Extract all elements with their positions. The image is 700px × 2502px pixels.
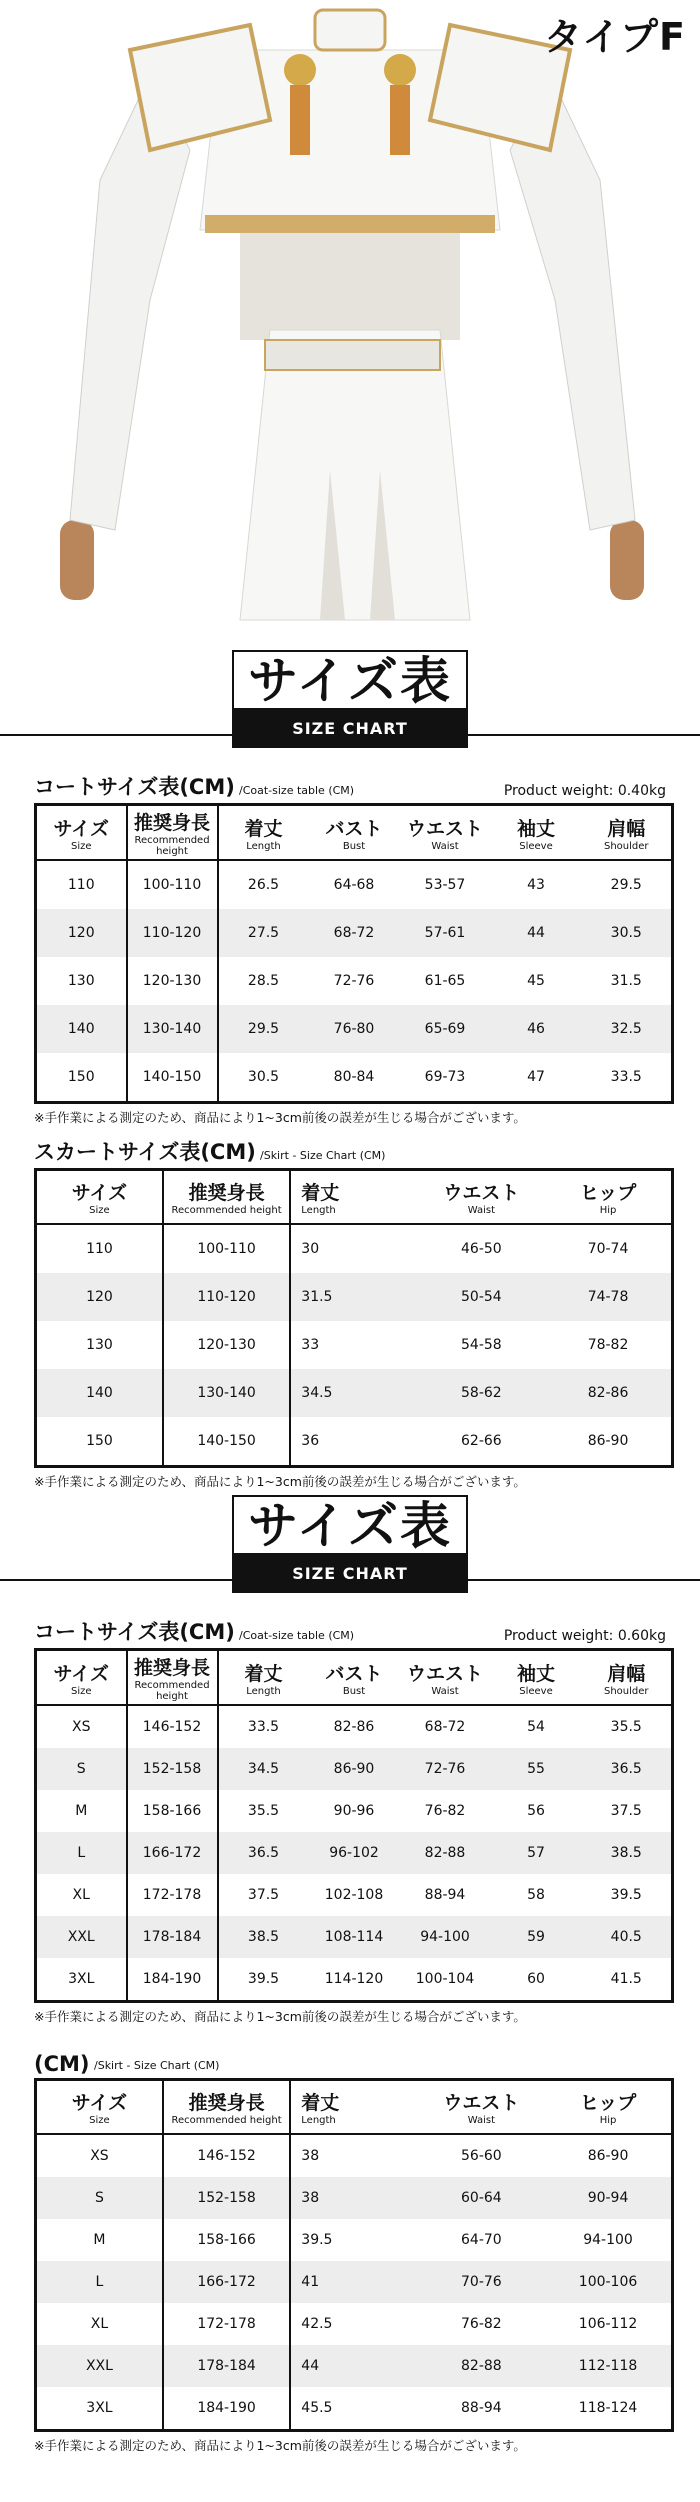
table-header-row <box>36 2080 673 2135</box>
column-header-jp: 着丈 <box>301 2092 340 2114</box>
table-cell: 110-120 <box>163 1273 290 1321</box>
table-cell: 31.5 <box>290 1273 417 1321</box>
product-weight: Product weight: 0.40kg <box>503 783 666 799</box>
column-header-en: Size <box>89 2115 110 2126</box>
table-cell: 30.5 <box>582 909 673 957</box>
table-cell: 110 <box>36 1224 163 1273</box>
table-row <box>36 1874 673 1916</box>
table-cell: 184-190 <box>163 2387 290 2431</box>
table-cell: XS <box>36 2134 163 2177</box>
table-row <box>36 2387 673 2431</box>
table-row <box>36 2303 673 2345</box>
column-header-jp: 袖丈 <box>516 817 555 840</box>
column-header-en: Recommended height <box>171 1205 282 1216</box>
column-header-en: Sleeve <box>519 1685 553 1697</box>
table-row <box>36 1224 673 1273</box>
table-cell: 110 <box>36 860 127 909</box>
table-cell: 166-172 <box>163 2261 290 2303</box>
table-cell: 172-178 <box>163 2303 290 2345</box>
table-cell: 34.5 <box>218 1748 309 1790</box>
table-cell: 39.5 <box>301 2232 333 2248</box>
column-header-en: Length <box>246 840 281 852</box>
table-cell: 26.5 <box>247 877 280 893</box>
table-cell: XXL <box>36 1916 127 1958</box>
table-cell: 65-69 <box>400 1005 491 1053</box>
table-cell: 41 <box>290 2261 417 2303</box>
table-cell: 130-140 <box>127 1005 218 1053</box>
column-header-jp: ウエスト <box>443 2092 520 2114</box>
table-cell: 45 <box>527 973 545 989</box>
table-cell: 82-86 <box>545 1369 672 1417</box>
size-table <box>34 1648 674 2003</box>
table-cell: 120 <box>36 909 127 957</box>
table-title-row <box>34 775 674 803</box>
column-header-en: Length <box>246 1685 281 1697</box>
column-header <box>418 2080 545 2135</box>
column-header-jp: 推奨身長 <box>133 812 210 834</box>
table-title: コートサイズ表(CM) <box>34 1620 235 1644</box>
table-cell: 82-88 <box>400 1832 491 1874</box>
column-header-jp: サイズ <box>53 1662 109 1685</box>
column-header-jp: 肩幅 <box>607 817 646 840</box>
table-cell: 46 <box>491 1005 582 1053</box>
table-cell: 152-158 <box>163 2177 290 2219</box>
column-header-en: Size <box>70 1685 92 1697</box>
table-cell: 39.5 <box>247 1971 280 1987</box>
table-cell: 33.5 <box>610 1069 642 1085</box>
table-cell: 64-70 <box>461 2232 502 2248</box>
table-row <box>36 1369 673 1417</box>
table-cell: 100-110 <box>163 1224 290 1273</box>
table-cell: 41.5 <box>610 1971 642 1987</box>
column-header-jp: ウエスト <box>406 817 483 840</box>
table-row <box>36 1958 673 2002</box>
table-cell: L <box>36 1832 127 1874</box>
column-header <box>418 1170 545 1225</box>
table-cell: 118-124 <box>578 2400 638 2416</box>
table-row <box>36 2345 673 2387</box>
table-cell: 130 <box>36 957 127 1005</box>
table-row <box>36 1321 673 1369</box>
column-header-jp: ヒップ <box>579 1182 637 1204</box>
table-cell: 72-76 <box>400 1748 491 1790</box>
product-photo <box>0 0 700 640</box>
table-cell: XS <box>36 1705 127 1748</box>
table-cell: 86-90 <box>587 2148 629 2164</box>
table-cell: 47 <box>527 1069 545 1085</box>
table-cell: 56-60 <box>461 2148 502 2164</box>
column-header-en: Shoulder <box>603 1685 649 1697</box>
table-cell: 96-102 <box>309 1832 400 1874</box>
column-header <box>491 1650 582 1706</box>
table-row <box>36 2134 673 2177</box>
table-row <box>36 1916 673 1958</box>
table-cell: 57 <box>491 1832 582 1874</box>
column-header-en: Recommended height <box>134 835 210 857</box>
table-cell: 3XL <box>36 2387 163 2431</box>
table-cell: 120-130 <box>163 1321 290 1369</box>
measurement-note: ※手作業による測定のため、商品により1~3cm前後の誤差が生じる場合がございます。 <box>34 1110 526 1125</box>
table-row <box>36 1832 673 1874</box>
table-cell: 88-94 <box>424 1887 466 1903</box>
coat-size-table-adult <box>34 1620 674 2025</box>
table-cell: 86-90 <box>587 1433 629 1449</box>
table-cell: S <box>36 2177 163 2219</box>
column-header-en: Waist <box>431 1685 459 1697</box>
table-cell: 44 <box>290 2345 417 2387</box>
table-title: コートサイズ表(CM) <box>34 775 235 799</box>
table-cell: L <box>36 2261 163 2303</box>
table-cell: 29.5 <box>610 877 642 893</box>
table-cell: 74-78 <box>545 1273 672 1321</box>
column-header <box>400 1650 491 1706</box>
table-cell: 30 <box>301 1241 320 1257</box>
table-cell: 35.5 <box>610 1719 642 1735</box>
table-header-row <box>36 1650 673 1706</box>
column-header-en: Recommended height <box>134 1680 210 1702</box>
table-cell: 54-58 <box>461 1337 502 1353</box>
table-cell: 184-190 <box>127 1958 218 2002</box>
table-subtitle: /Coat-size table (CM) <box>239 784 355 797</box>
column-header-en: Waist <box>467 1205 496 1216</box>
column-header <box>309 1650 400 1706</box>
size-table <box>34 2078 674 2432</box>
table-subtitle: /Coat-size table (CM) <box>239 1629 355 1642</box>
table-subtitle: /Skirt - Size Chart (CM) <box>94 2059 220 2072</box>
table-title-row <box>34 1620 674 1648</box>
table-header-row <box>36 805 673 861</box>
column-header-en: Bust <box>342 1685 366 1697</box>
table-cell: S <box>36 1748 127 1790</box>
column-header-jp: 推奨身長 <box>188 1182 265 1204</box>
table-cell: 30.5 <box>247 1069 280 1085</box>
measurement-note: ※手作業による測定のため、商品により1~3cm前後の誤差が生じる場合がございます。 <box>34 1474 526 1489</box>
table-cell: 152-158 <box>127 1748 218 1790</box>
size-chart-title: サイズ表 <box>232 1495 468 1555</box>
table-cell: 35.5 <box>247 1803 280 1819</box>
table-cell: 100-104 <box>415 1971 475 1987</box>
table-cell: 42.5 <box>301 2316 333 2332</box>
table-cell: 130 <box>36 1321 163 1369</box>
table-cell: 33 <box>301 1337 320 1353</box>
skirt-size-table-adult <box>34 2050 674 2454</box>
table-cell: 34.5 <box>290 1369 417 1417</box>
column-header <box>582 805 673 861</box>
table-cell: 54 <box>527 1719 545 1735</box>
column-header-jp: 袖丈 <box>516 1662 555 1685</box>
table-row <box>36 1273 673 1321</box>
column-header-jp: ヒップ <box>579 2092 637 2114</box>
table-cell: 158-166 <box>127 1790 218 1832</box>
table-cell: 37.5 <box>247 1887 280 1903</box>
table-cell: 120 <box>36 1273 163 1321</box>
table-cell: 70-74 <box>587 1241 629 1257</box>
table-cell: 28.5 <box>247 973 280 989</box>
column-header <box>36 1170 163 1225</box>
table-cell: 94-100 <box>400 1916 491 1958</box>
table-cell: 76-82 <box>424 1803 466 1819</box>
column-header-en: Size <box>89 1205 110 1216</box>
measurement-note: ※手作業による測定のため、商品により1~3cm前後の誤差が生じる場合がございます。 <box>34 2438 526 2453</box>
column-header <box>36 1650 127 1706</box>
table-row <box>36 2261 673 2303</box>
table-cell: 31.5 <box>610 973 642 989</box>
column-header-jp: 推奨身長 <box>133 1657 210 1679</box>
table-cell: 108-114 <box>309 1916 400 1958</box>
column-header-jp: 推奨身長 <box>188 2092 265 2114</box>
table-cell: 59 <box>491 1916 582 1958</box>
table-cell: 32.5 <box>582 1005 673 1053</box>
column-header-en: Waist <box>467 2115 496 2126</box>
size-chart-subtitle: SIZE CHART <box>232 1555 468 1593</box>
table-row <box>36 909 673 957</box>
column-header <box>127 1650 218 1706</box>
table-cell: 43 <box>527 877 545 893</box>
table-title: (CM) <box>34 2052 90 2076</box>
table-row <box>36 860 673 909</box>
table-cell: 140-150 <box>127 1053 218 1103</box>
column-header-en: Length <box>301 1205 336 1216</box>
table-cell: XXL <box>36 2345 163 2387</box>
table-cell: 40.5 <box>582 1916 673 1958</box>
table-cell: 69-73 <box>424 1069 466 1085</box>
table-cell: 46-50 <box>461 1241 502 1257</box>
table-cell: 36.5 <box>218 1832 309 1874</box>
table-cell: 29.5 <box>218 1005 309 1053</box>
column-header <box>400 805 491 861</box>
column-header <box>163 2080 290 2135</box>
table-cell: XL <box>36 2303 163 2345</box>
table-cell: 45.5 <box>301 2400 333 2416</box>
column-header-jp: 着丈 <box>244 1662 283 1685</box>
table-cell: 150 <box>36 1053 127 1103</box>
table-cell: 114-120 <box>324 1971 384 1987</box>
table-cell: 39.5 <box>610 1887 642 1903</box>
table-row <box>36 1748 673 1790</box>
table-header-row <box>36 1170 673 1225</box>
table-cell: 80-84 <box>333 1069 375 1085</box>
column-header-jp: ウエスト <box>406 1662 483 1685</box>
table-row <box>36 2177 673 2219</box>
column-header-jp: バスト <box>325 817 383 840</box>
table-row <box>36 957 673 1005</box>
table-row <box>36 1790 673 1832</box>
table-cell: 76-80 <box>309 1005 400 1053</box>
table-row <box>36 2219 673 2261</box>
table-cell: 146-152 <box>127 1705 218 1748</box>
column-header <box>290 2080 417 2135</box>
table-cell: 50-54 <box>418 1273 545 1321</box>
table-cell: 146-152 <box>163 2134 290 2177</box>
table-row <box>36 1005 673 1053</box>
size-chart-header <box>0 650 700 760</box>
table-cell: 68-72 <box>424 1719 466 1735</box>
table-cell: 158-166 <box>163 2219 290 2261</box>
size-table <box>34 1168 674 1468</box>
table-cell: 44 <box>491 909 582 957</box>
column-header-jp: バスト <box>325 1662 383 1685</box>
table-cell: 90-96 <box>333 1803 375 1819</box>
type-label: タイプF <box>543 15 686 59</box>
table-row <box>36 1053 673 1103</box>
column-header <box>545 2080 672 2135</box>
table-title: スカートサイズ表(CM) <box>34 1140 256 1164</box>
column-header-en: Bust <box>342 840 366 852</box>
column-header-jp: 着丈 <box>301 1182 340 1204</box>
table-cell: 172-178 <box>127 1874 218 1916</box>
column-header <box>582 1650 673 1706</box>
column-header-jp: 着丈 <box>244 817 283 840</box>
column-header-en: Recommended height <box>171 2115 282 2126</box>
product-weight: Product weight: 0.60kg <box>503 1628 666 1644</box>
table-cell: 64-68 <box>333 877 375 893</box>
table-cell: 38.5 <box>582 1832 673 1874</box>
table-subtitle: /Skirt - Size Chart (CM) <box>260 1149 386 1162</box>
table-cell: 27.5 <box>218 909 309 957</box>
table-cell: 60 <box>527 1971 545 1987</box>
column-header-jp: サイズ <box>53 817 109 840</box>
size-table <box>34 803 674 1104</box>
table-cell: 112-118 <box>545 2345 672 2387</box>
column-header-en: Sleeve <box>519 840 553 852</box>
table-cell: 82-88 <box>418 2345 545 2387</box>
column-header <box>36 2080 163 2135</box>
table-cell: 36 <box>301 1433 320 1449</box>
table-cell: 88-94 <box>461 2400 502 2416</box>
skirt-size-table-kids <box>34 1140 674 1490</box>
table-cell: 38 <box>290 2177 417 2219</box>
table-cell: 166-172 <box>127 1832 218 1874</box>
column-header <box>309 805 400 861</box>
table-cell: 56 <box>527 1803 545 1819</box>
measurement-note: ※手作業による測定のため、商品により1~3cm前後の誤差が生じる場合がございます。 <box>34 2009 526 2024</box>
column-header <box>218 1650 309 1706</box>
table-row <box>36 1417 673 1467</box>
column-header <box>491 805 582 861</box>
table-cell: 38.5 <box>218 1916 309 1958</box>
table-cell: 76-82 <box>461 2316 502 2332</box>
table-cell: 178-184 <box>127 1916 218 1958</box>
table-cell: 3XL <box>36 1958 127 2002</box>
table-cell: 120-130 <box>127 957 218 1005</box>
table-cell: 60-64 <box>418 2177 545 2219</box>
table-cell: 53-57 <box>424 877 466 893</box>
table-cell: XL <box>36 1874 127 1916</box>
table-row <box>36 1705 673 1748</box>
table-cell: 62-66 <box>461 1433 502 1449</box>
column-header-jp: 肩幅 <box>607 1662 646 1685</box>
table-title-row <box>34 2050 674 2078</box>
table-title-row <box>34 1140 674 1168</box>
table-cell: 100-106 <box>545 2261 672 2303</box>
table-cell: 58 <box>527 1887 545 1903</box>
column-header <box>290 1170 417 1225</box>
table-cell: 102-108 <box>324 1887 384 1903</box>
column-header-en: Waist <box>431 840 459 852</box>
column-header-jp: サイズ <box>71 1182 128 1204</box>
column-header-en: Shoulder <box>603 840 649 852</box>
table-cell: 86-90 <box>309 1748 400 1790</box>
size-chart-title: サイズ表 <box>232 650 468 710</box>
table-cell: 90-94 <box>545 2177 672 2219</box>
table-cell: 130-140 <box>163 1369 290 1417</box>
coat-size-table-kids <box>34 775 674 1126</box>
table-cell: 140-150 <box>163 1417 290 1467</box>
table-cell: 178-184 <box>163 2345 290 2387</box>
table-cell: 78-82 <box>587 1337 629 1353</box>
table-cell: 106-112 <box>578 2316 638 2332</box>
table-cell: 37.5 <box>610 1803 642 1819</box>
table-cell: 110-120 <box>127 909 218 957</box>
column-header-en: Hip <box>599 1205 617 1216</box>
column-header-en: Size <box>70 840 92 852</box>
table-cell: 33.5 <box>247 1719 280 1735</box>
column-header-jp: ウエスト <box>443 1182 520 1204</box>
table-cell: 94-100 <box>583 2232 633 2248</box>
table-cell: 100-110 <box>127 860 218 909</box>
size-chart-subtitle: SIZE CHART <box>232 710 468 748</box>
column-header <box>163 1170 290 1225</box>
table-cell: 72-76 <box>333 973 375 989</box>
column-header-jp: サイズ <box>71 2092 128 2114</box>
size-chart-header-2 <box>0 1495 700 1605</box>
table-cell: 36.5 <box>582 1748 673 1790</box>
column-header <box>545 1170 672 1225</box>
table-cell: M <box>36 2219 163 2261</box>
table-cell: 82-86 <box>333 1719 375 1735</box>
table-cell: 61-65 <box>424 973 466 989</box>
column-header-en: Hip <box>599 2115 617 2126</box>
table-cell: 68-72 <box>309 909 400 957</box>
table-cell: 58-62 <box>418 1369 545 1417</box>
table-cell: M <box>36 1790 127 1832</box>
table-cell: 57-61 <box>400 909 491 957</box>
table-cell: 70-76 <box>418 2261 545 2303</box>
column-header-en: Length <box>301 2115 336 2126</box>
table-cell: 140 <box>36 1369 163 1417</box>
column-header <box>127 805 218 861</box>
table-cell: 150 <box>36 1417 163 1467</box>
table-cell: 38 <box>301 2148 320 2164</box>
column-header <box>218 805 309 861</box>
table-cell: 140 <box>36 1005 127 1053</box>
column-header <box>36 805 127 861</box>
table-cell: 55 <box>491 1748 582 1790</box>
